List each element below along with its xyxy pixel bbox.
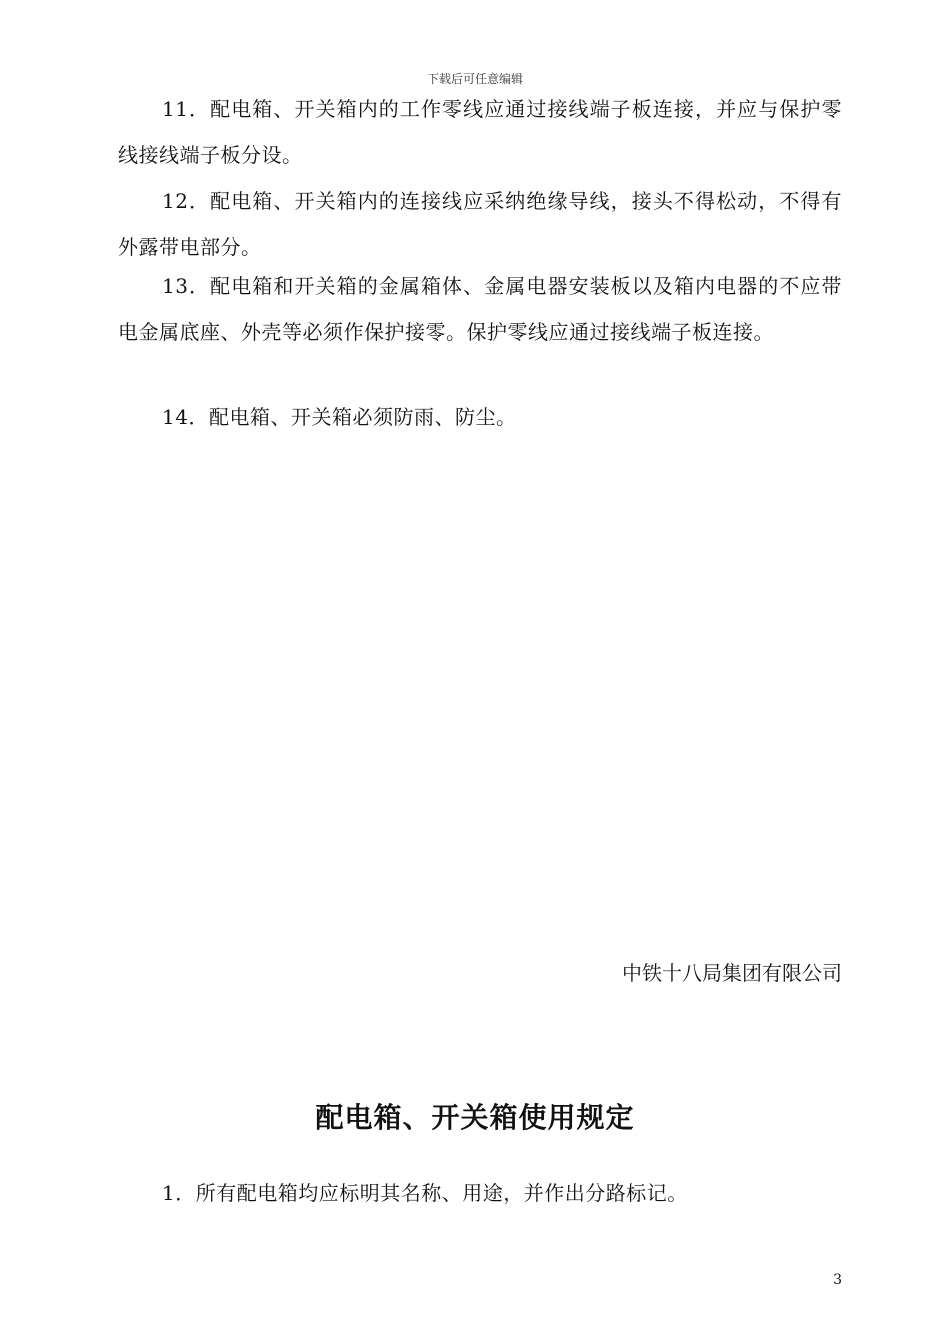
paragraph-text: 配电箱、开关箱内的连接线应采纳绝缘导线，接头不得松动，不得有外露带电部分。 [118, 189, 843, 259]
paragraph-text: 配电箱、开关箱内的工作零线应通过接线端子板连接，并应与保护零线接线端子板分设。 [118, 97, 843, 167]
paragraph-12 [118, 178, 842, 270]
paragraph-14 [118, 394, 842, 440]
company-name: 中铁十八局集团有限公司 [622, 961, 842, 985]
paragraph-text: 所有配电箱均应标明其名称、用途，并作出分路标记。 [195, 1181, 688, 1205]
paragraph-number: 11． [162, 97, 211, 121]
paragraph-text: 配电箱和开关箱的金属箱体、金属电器安装板以及箱内电器的不应带电金属底座、外壳等必须作保护接零。保护零线应通过接线端子板连接。 [118, 274, 843, 344]
section-paragraph-1 [118, 1170, 842, 1216]
paragraph-number: 1． [162, 1181, 196, 1205]
paragraph-text: 配电箱、开关箱必须防雨、防尘。 [208, 405, 517, 429]
page-number: 3 [833, 1272, 842, 1288]
section-title: 配电箱、开关箱使用规定 [315, 1101, 635, 1134]
paragraph-number: 13． [162, 274, 211, 298]
paragraph-11 [118, 86, 842, 178]
paragraph-number: 12． [162, 189, 211, 213]
paragraph-number: 14． [162, 405, 209, 429]
paragraph-13 [118, 263, 842, 355]
page-header: 下载后可任意编辑 [426, 72, 523, 86]
